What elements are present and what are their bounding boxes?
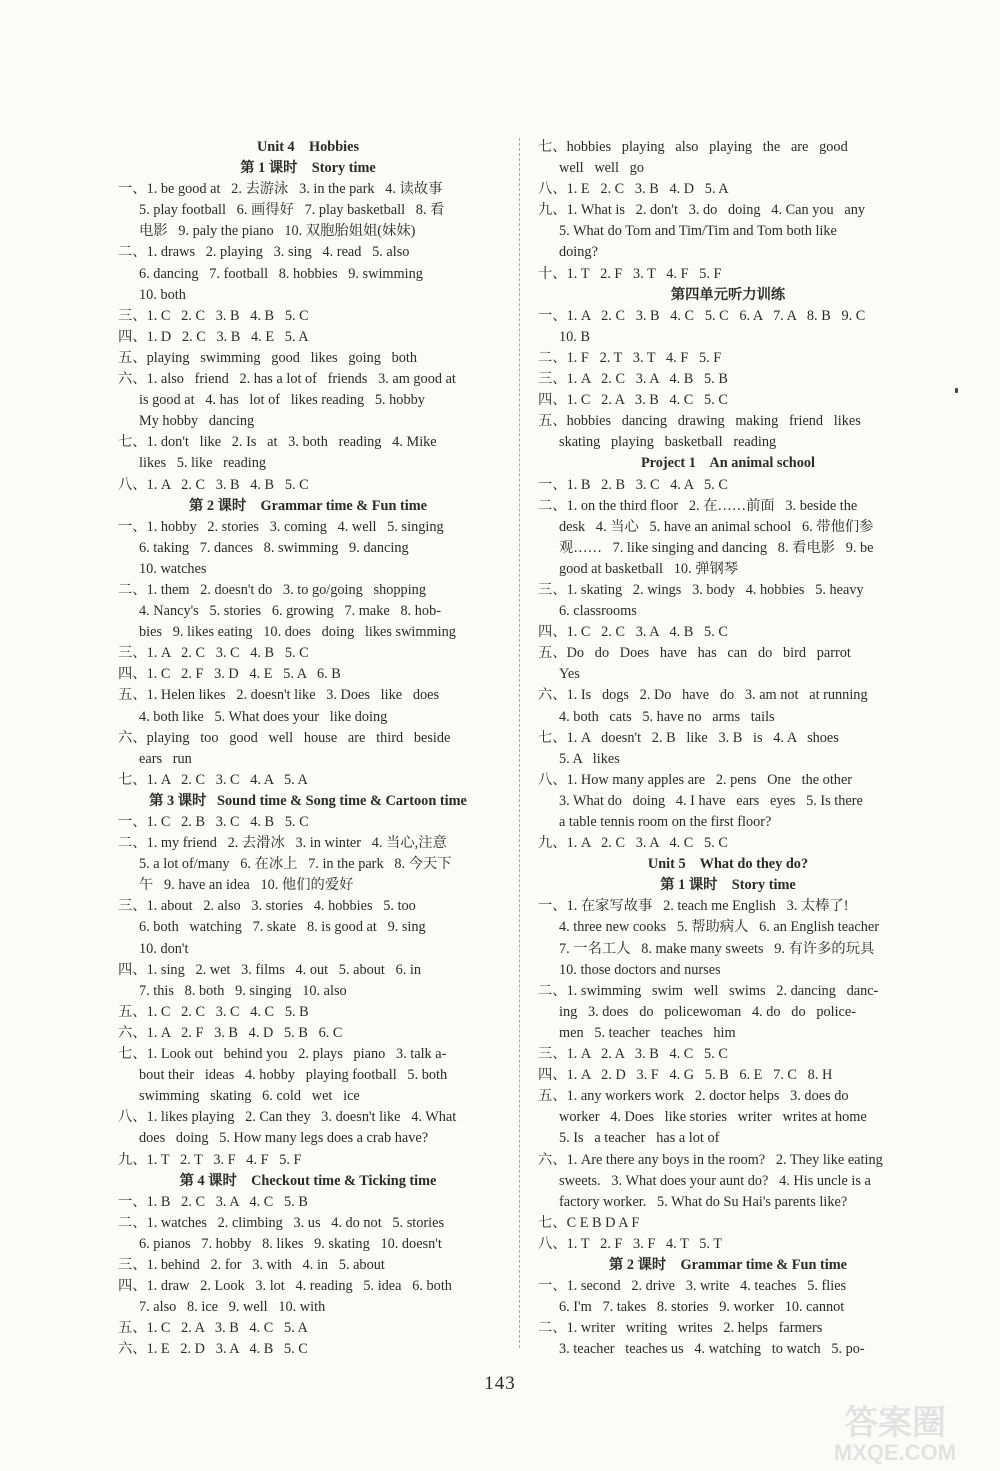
answer-line: 五、1. any workers work 2. doctor helps 3. does do <box>538 1088 849 1105</box>
answer-line: 二、1. on the third floor 2. 在……前面 3. beside the <box>538 497 858 514</box>
answer-line-continued: 10. those doctors and nurses <box>559 961 721 978</box>
answer-line: 八、1. A 2. C 3. B 4. B 5. C <box>118 476 309 493</box>
answer-line-continued: 7. also 8. ice 9. well 10. with <box>139 1299 326 1316</box>
answer-line-continued: swimming skating 6. cold wet ice <box>139 1088 360 1105</box>
section-heading: 第 1 课时 Story time <box>240 160 376 177</box>
answer-line-continued: 5. a lot of/many 6. 在冰上 7. in the park 8. 今天下 <box>139 856 452 873</box>
answer-line: 二、1. them 2. doesn't do 3. to go/going shopping <box>118 581 426 598</box>
answer-line-continued: Yes <box>559 666 580 683</box>
answer-line-continued: a table tennis room on the first floor? <box>559 814 772 830</box>
answer-line-continued: bout their ideas 4. hobby playing football 5. both <box>139 1067 448 1084</box>
answer-line: 五、1. C 2. A 3. B 4. C 5. A <box>118 1320 308 1337</box>
section-heading: 第 3 课时 Sound time & Song time & Cartoon time <box>149 792 467 809</box>
answer-line: 七、1. Look out behind you 2. plays piano 3. talk a- <box>118 1046 447 1063</box>
margin-mark <box>955 388 958 393</box>
section-heading: 第 1 课时 Story time <box>660 877 796 894</box>
answer-line-continued: 5. Is a teacher has a lot of <box>559 1130 720 1147</box>
answer-line: 三、1. A 2. C 3. C 4. B 5. C <box>118 645 309 662</box>
answer-line-continued: likes 5. like reading <box>139 455 267 472</box>
answer-line-continued: 10. don't <box>139 940 189 957</box>
watermark-url: MXQE.COM <box>833 1440 957 1464</box>
answer-line-continued: 5. A likes <box>559 750 620 767</box>
section-heading: 第 2 课时 Grammar time & Fun time <box>609 1256 847 1273</box>
answer-line-continued: 4. three new cooks 5. 帮助病人 6. an English teacher <box>559 919 880 936</box>
answer-line-continued: worker 4. Does like stories writer writes at home <box>559 1109 867 1126</box>
answer-line: 一、1. C 2. B 3. C 4. B 5. C <box>118 814 309 830</box>
answer-line-continued: doing? <box>559 244 598 261</box>
answer-line-continued: does doing 5. How many legs does a crab have? <box>139 1130 429 1147</box>
answer-line: 四、1. sing 2. wet 3. films 4. out 5. about 6. in <box>118 961 422 978</box>
answer-line: 四、1. A 2. D 3. F 4. G 5. B 6. E 7. C 8. H <box>538 1067 833 1084</box>
answer-line-continued: 6. both watching 7. skate 8. is good at 9. sing <box>139 919 426 936</box>
section-heading: 第四单元听力训练 <box>670 286 786 303</box>
answer-line: 四、1. draw 2. Look 3. lot 4. reading 5. idea 6. both <box>118 1278 452 1295</box>
answer-line: 五、1. Helen likes 2. doesn't like 3. Does like does <box>118 687 440 704</box>
answer-line: 二、1. F 2. T 3. T 4. F 5. F <box>538 349 722 366</box>
answer-line: 一、1. B 2. B 3. C 4. A 5. C <box>538 476 728 493</box>
answer-line: 四、1. C 2. A 3. B 4. C 5. C <box>538 392 728 409</box>
answer-line: 二、1. swimming swim well swims 2. dancing danc- <box>538 982 879 999</box>
answer-line: 一、1. second 2. drive 3. write 4. teaches 5. flies <box>538 1278 847 1295</box>
answer-line: 九、1. A 2. C 3. A 4. C 5. C <box>538 835 728 852</box>
answer-line: 一、1. B 2. C 3. A 4. C 5. B <box>118 1193 308 1210</box>
answer-line: 十、1. T 2. F 3. T 4. F 5. F <box>538 265 722 282</box>
answer-line: 八、1. T 2. F 3. F 4. T 5. T <box>538 1235 723 1252</box>
answer-line: 三、1. A 2. A 3. B 4. C 5. C <box>538 1046 728 1063</box>
answer-line: 五、1. C 2. C 3. C 4. C 5. B <box>118 1003 309 1020</box>
answer-line-continued: skating playing basketball reading <box>559 434 777 451</box>
answer-line-continued: well well go <box>559 160 644 177</box>
answer-line: 三、1. A 2. C 3. A 4. B 5. B <box>538 371 728 388</box>
answer-line-continued: 6. dancing 7. football 8. hobbies 9. swimming <box>139 265 423 282</box>
section-heading: 第 2 课时 Grammar time & Fun time <box>189 497 427 514</box>
answer-line-continued: 10. both <box>139 286 186 303</box>
answer-line-continued: 10. B <box>559 328 590 345</box>
answer-line: 三、1. about 2. also 3. stories 4. hobbies 5. too <box>118 898 416 915</box>
answer-line: 五、Do do Does have has can do bird parrot <box>538 645 851 662</box>
answer-line-continued: 3. teacher teaches us 4. watching to watch 5. po- <box>559 1341 865 1358</box>
answer-line-continued: 7. this 8. both 9. singing 10. also <box>139 982 347 999</box>
answer-line: 三、1. behind 2. for 3. with 4. in 5. about <box>118 1256 385 1273</box>
answer-line-continued: 观…… 7. like singing and dancing 8. 看电影 9. be <box>559 539 874 556</box>
answer-line-continued: sweets. 3. What does your aunt do? 4. His uncle is a <box>559 1172 871 1189</box>
answer-line-continued: 4. both cats 5. have no arms tails <box>559 708 775 725</box>
answer-line-continued: ears run <box>139 750 192 767</box>
right-answer-column <box>538 137 918 1360</box>
answer-line-continued: factory worker. 5. What do Su Hai's parents like? <box>559 1193 848 1210</box>
answer-line: 四、1. D 2. C 3. B 4. E 5. A <box>118 328 309 345</box>
answer-line-continued: 5. What do Tom and Tim/Tim and Tom both like <box>559 223 837 240</box>
answer-line-continued: is good at 4. has lot of likes reading 5. hobby <box>139 392 425 409</box>
section-heading: 第 4 课时 Checkout time & Ticking time <box>179 1172 437 1189</box>
answer-line: 六、1. A 2. F 3. B 4. D 5. B 6. C <box>118 1024 343 1041</box>
section-heading: Unit 5 What do they do? <box>647 856 809 873</box>
answer-line: 七、hobbies playing also playing the are good <box>538 139 848 155</box>
answer-line-continued: 6. classrooms <box>559 603 637 620</box>
answer-line: 一、1. be good at 2. 去游泳 3. in the park 4. 读故事 <box>118 181 443 198</box>
answer-line: 四、1. C 2. F 3. D 4. E 5. A 6. B <box>118 666 341 683</box>
answer-line: 八、1. How many apples are 2. pens One the other <box>538 771 853 788</box>
answer-line: 三、1. C 2. C 3. B 4. B 5. C <box>118 307 309 324</box>
answer-line-continued: 10. watches <box>139 560 207 577</box>
answer-line-continued: good at basketball 10. 弹钢琴 <box>559 560 739 577</box>
answer-line: 七、1. don't like 2. Is at 3. both reading 4. Mike <box>118 434 437 451</box>
answer-line: 二、1. writer writing writes 2. helps farmers <box>538 1320 823 1337</box>
answer-line-continued: 6. pianos 7. hobby 8. likes 9. skating 10. doesn't <box>139 1235 442 1252</box>
answer-line: 八、1. E 2. C 3. B 4. D 5. A <box>538 181 729 198</box>
answer-line: 六、1. Is dogs 2. Do have do 3. am not at running <box>538 687 868 704</box>
answer-line-continued: 4. Nancy's 5. stories 6. growing 7. make 8. hob- <box>139 603 441 620</box>
answer-line: 六、1. also friend 2. has a lot of friends 3. am good at <box>118 371 456 388</box>
answer-line-continued: men 5. teacher teaches him <box>559 1024 736 1041</box>
answer-line: 七、1. A 2. C 3. C 4. A 5. A <box>118 771 308 788</box>
answer-line-continued: 5. play football 6. 画得好 7. play basketball 8. 看 <box>139 202 445 219</box>
answer-line: 一、1. A 2. C 3. B 4. C 5. C 6. A 7. A 8. B 9. C <box>538 307 866 324</box>
answer-line-continued: 午 9. have an idea 10. 他们的爱好 <box>139 877 354 894</box>
answer-line: 一、1. 在家写故事 2. teach me English 3. 太棒了! <box>538 898 849 915</box>
answer-line: 八、1. likes playing 2. Can they 3. doesn't like 4. What <box>118 1109 457 1126</box>
answer-line: 三、1. skating 2. wings 3. body 4. hobbies 5. heavy <box>538 581 864 598</box>
answer-line-continued: bies 9. likes eating 10. does doing likes swimming <box>139 624 456 641</box>
answer-line-continued: ing 3. does do policewoman 4. do do police- <box>559 1003 857 1020</box>
column-divider <box>519 138 520 1348</box>
answer-line-continued: 4. both like 5. What does your like doing <box>139 708 388 725</box>
answer-line: 六、1. Are there any boys in the room? 2. They like eating <box>538 1151 883 1168</box>
answer-line: 一、1. hobby 2. stories 3. coming 4. well 5. singing <box>118 518 444 535</box>
answer-line: 六、1. E 2. D 3. A 4. B 5. C <box>118 1341 308 1358</box>
answer-line-continued: 电影 9. paly the piano 10. 双胞胎姐姐(妹妹) <box>139 223 416 240</box>
watermark-logo <box>800 1400 990 1464</box>
answer-line-continued: 6. I'm 7. takes 8. stories 9. worker 10. cannot <box>559 1299 845 1316</box>
answer-line-continued: desk 4. 当心 5. have an animal school 6. 带他们参 <box>559 518 874 535</box>
answer-line-continued: 6. taking 7. dances 8. swimming 9. dancing <box>139 539 409 556</box>
left-answer-column <box>118 137 498 1360</box>
section-heading: Project 1 An animal school <box>640 455 816 472</box>
answer-line: 二、1. my friend 2. 去滑冰 3. in winter 4. 当心,注意 <box>118 835 447 852</box>
answer-line: 六、playing too good well house are third beside <box>118 729 451 746</box>
answer-line-continued: 7. 一名工人 8. make many sweets 9. 有许多的玩具 <box>559 940 875 957</box>
section-heading: Unit 4 Hobbies <box>256 139 360 155</box>
answer-line: 七、1. A doesn't 2. B like 3. B is 4. A shoes <box>538 729 839 746</box>
answer-line: 二、1. watches 2. climbing 3. us 4. do not 5. stories <box>118 1214 445 1231</box>
answer-line: 二、1. draws 2. playing 3. sing 4. read 5. also <box>118 244 410 261</box>
answer-line: 七、C E B D A F <box>538 1214 640 1231</box>
answer-line: 九、1. What is 2. don't 3. do doing 4. Can you any <box>538 202 866 219</box>
watermark-text: 答案圈 <box>844 1404 946 1442</box>
page-number: 143 <box>484 1373 516 1394</box>
answer-line: 五、playing swimming good likes going both <box>118 349 418 366</box>
answer-line-continued: 3. What do doing 4. I have ears eyes 5. Is there <box>559 792 863 809</box>
answer-line: 四、1. C 2. C 3. A 4. B 5. C <box>538 624 728 641</box>
answer-line-continued: My hobby dancing <box>139 413 255 430</box>
answer-line: 五、hobbies dancing drawing making friend likes <box>538 413 861 430</box>
answer-line: 九、1. T 2. T 3. F 4. F 5. F <box>118 1151 302 1168</box>
